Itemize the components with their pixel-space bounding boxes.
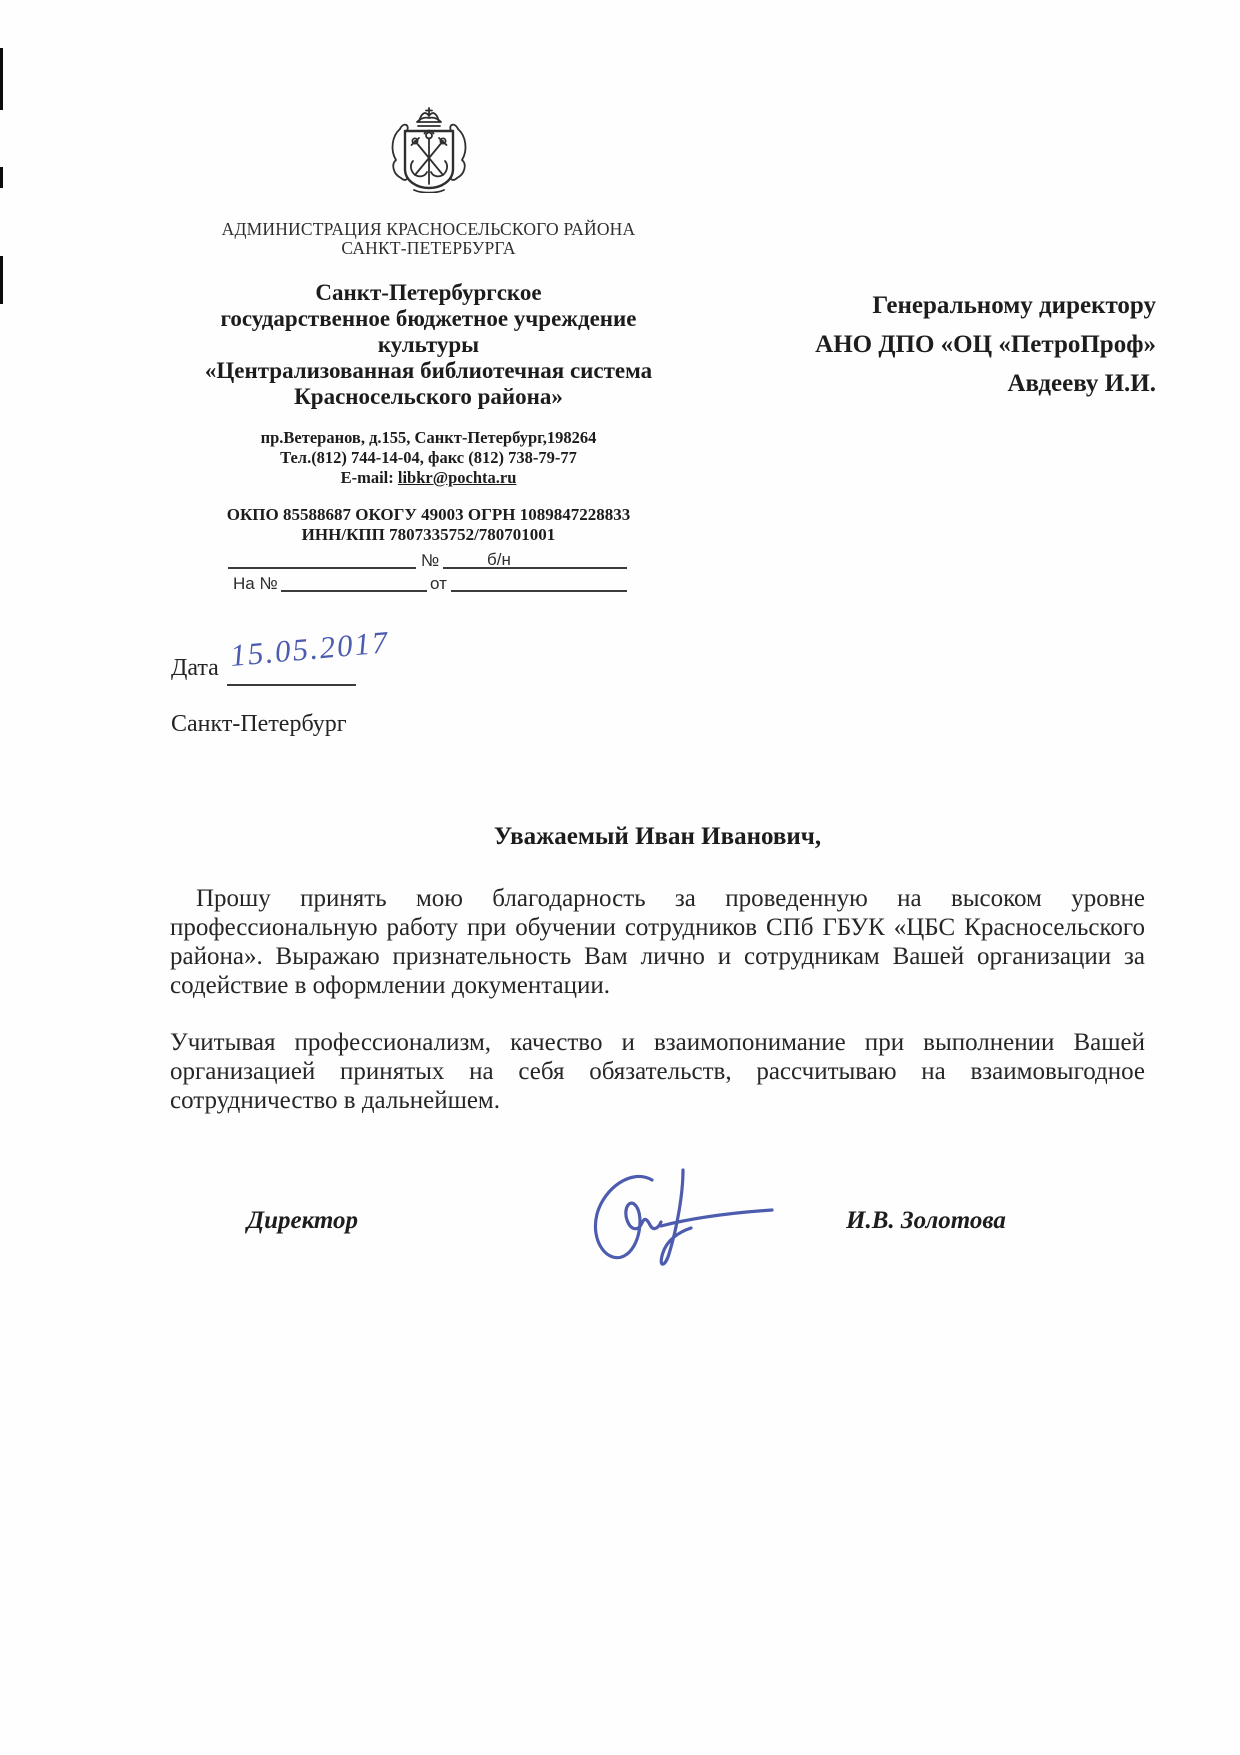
scan-artifact: [0, 256, 3, 304]
signer-title: Директор: [247, 1207, 359, 1234]
handwritten-date: 15.05.2017: [228, 624, 391, 674]
number-label: №: [421, 551, 440, 570]
email-label: E-mail:: [340, 468, 394, 487]
salutation: Уважаемый Иван Иванович,: [493, 823, 822, 850]
recipient-block: [700, 286, 1156, 403]
handwritten-signature-icon: [586, 1166, 781, 1279]
phone-fax: Тел.(812) 744-14-04, факс (812) 738-79-77: [280, 448, 577, 467]
registry-block: [150, 505, 707, 545]
date-label: Дата: [171, 655, 219, 681]
scan-artifact: [0, 48, 3, 110]
spb-coat-of-arms-icon: [150, 105, 707, 193]
contact-block: [150, 428, 707, 488]
reply-to-label: На №: [233, 574, 278, 593]
reply-number-blank-line: [281, 590, 427, 592]
from-label: от: [430, 574, 447, 593]
scan-artifact: [0, 167, 3, 188]
administration-line1: АДМИНИСТРАЦИЯ КРАСНОСЕЛЬСКОГО РАЙОНА: [221, 219, 636, 239]
letter-body: [170, 884, 1145, 1115]
reply-date-blank-line: [451, 590, 627, 592]
outgoing-number-blank-line: [228, 567, 416, 569]
number-value: б/н: [487, 550, 511, 569]
date-underline: [227, 684, 356, 686]
recipient-name: Авдееву И.И.: [1007, 370, 1156, 397]
organization-line: государственное бюджетное учреждение: [220, 306, 637, 331]
administration-name: [150, 220, 707, 257]
number-value-line: [443, 567, 627, 569]
inn-kpp: ИНН/КПП 7807335752/780701001: [301, 525, 556, 544]
organization-line: культуры: [377, 332, 480, 357]
city-line: Санкт-Петербург: [171, 711, 347, 737]
signer-name: И.В. Золотова: [846, 1207, 1006, 1234]
body-paragraph-2: Учитывая профессионализм, качество и взаимопонимание при выполнении Вашей организацией принятых на себя обязательств, рассчитываю на взаимовыгодное сотрудничество в дальнейшем.: [170, 1029, 1145, 1114]
postal-address: пр.Ветеранов, д.155, Санкт-Петербург,198264: [260, 428, 597, 447]
email-line: [150, 468, 707, 488]
organization-line: Красносельского района»: [294, 384, 563, 409]
registry-codes: ОКПО 85588687 ОКОГУ 49003 ОГРН 1089847228833: [226, 505, 631, 524]
organization-name: [150, 280, 707, 410]
recipient-organization: АНО ДПО «ОЦ «ПетроПроф»: [815, 331, 1156, 358]
recipient-position: Генеральному директору: [872, 292, 1156, 319]
email-value: libkr@pochta.ru: [397, 468, 517, 487]
organization-line: Санкт-Петербургское: [315, 280, 542, 305]
letterhead: [150, 105, 707, 545]
body-paragraph-1: Прошу принять мою благодарность за проведенную на высоком уровне профессиональную работу при обучении сотрудников СПб ГБУК «ЦБС Красносельского района». Выражаю признательность Вам лично и сотрудникам Вашей организации за содействие в оформлении документации.: [170, 885, 1145, 999]
organization-line: «Централизованная библиотечная система: [204, 358, 653, 383]
administration-line2: САНКТ-ПЕТЕРБУРГА: [341, 237, 516, 258]
